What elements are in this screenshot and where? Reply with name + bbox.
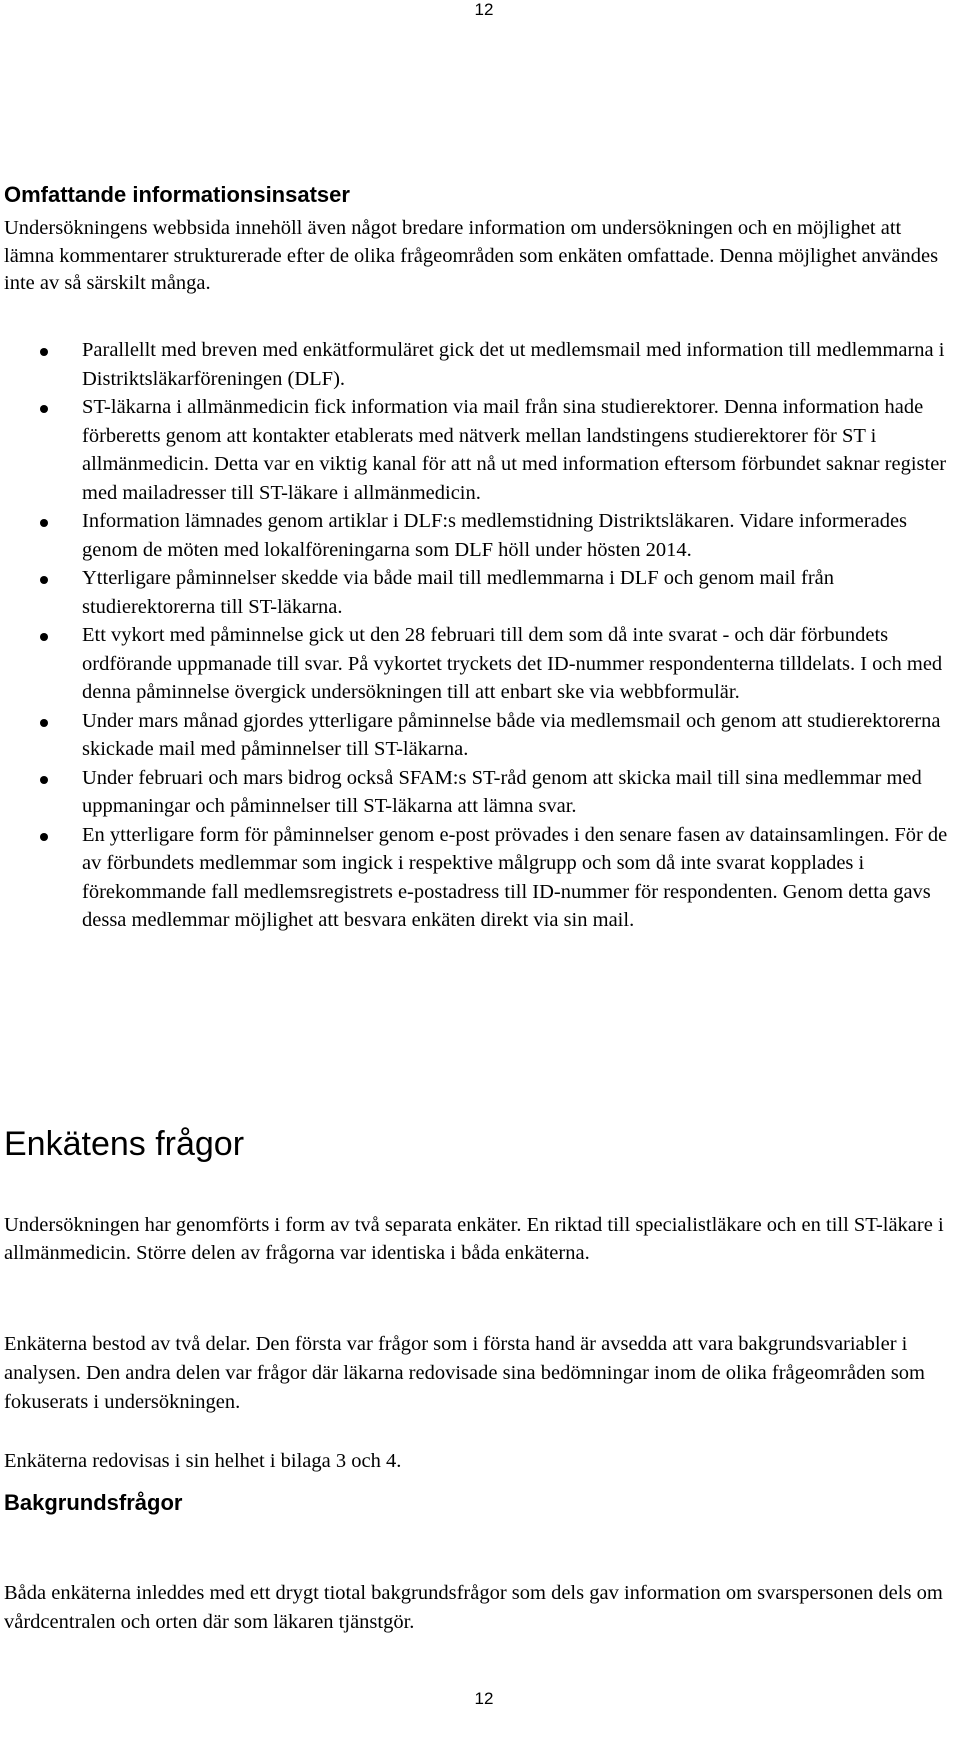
bullet-item <box>0 564 956 621</box>
bullet-text: Ytterligare påminnelser skedde via både mail till medlemmarna i DLF och genom mail från studierektorerna till ST-läkarna. <box>82 567 834 618</box>
bullet-icon <box>40 576 48 584</box>
bullet-item <box>0 336 956 393</box>
bullet-icon <box>40 519 48 527</box>
body-paragraph: Undersökningen har genomförts i form av två separata enkäter. En riktad till specialistläkare och en till ST-läkare i allmänmedicin. Större delen av frågorna var identiska i båda enkäterna. <box>4 1214 944 1264</box>
intro-paragraph: Undersökningens webbsida innehöll även något bredare information om undersökningen och en möjlighet att lämna kommentarer strukturerade efter de olika frågeområden som enkäten omfattade. Denna möjlighet användes inte av så särskilt många. <box>4 217 939 294</box>
bullet-icon <box>40 348 48 356</box>
body-paragraph: Båda enkäterna inleddes med ett drygt tiotal bakgrundsfrågor som dels gav information om svarspersonen dels om vårdcentralen och orten där som läkaren tjänstgör. <box>4 1582 943 1633</box>
bullet-text: En ytterligare form för påminnelser genom e-post prövades i den senare fasen av datainsamlingen. För de av förbundets medlemmar som ingick i respektive målgrupp och som då inte svarat kopplades i förekommande fall medlemsregistrets e-postadress till ID-nummer för respondenten. Genom detta gavs dessa medlemmar möjlighet att besvara enkäten direkt via sin mail. <box>82 823 948 931</box>
bullet-text: Ett vykort med påminnelse gick ut den 28 februari till dem som då inte svarat - och där förbundets ordförande uppmanade till svar. På vykortet tryckets det ID-nummer respondenterna tilldelats. I och med denna påminnelse övergick undersökningen till att enbart ske via webbformulär. <box>82 624 943 703</box>
bullet-list <box>0 336 956 935</box>
page-number-top: 12 <box>474 0 494 19</box>
bullet-icon <box>40 833 48 841</box>
bullet-item <box>0 393 956 507</box>
bullet-icon <box>40 719 48 727</box>
bullet-item <box>0 621 956 707</box>
bullet-item <box>0 821 956 935</box>
bullet-text: Information lämnades genom artiklar i DLF:s medlemstidning Distriktsläkaren. Vidare informerades genom de möten med lokalföreningarna som DLF höll under hösten 2014. <box>82 510 908 561</box>
bullet-text: Parallellt med breven med enkätformuläret gick det ut medlemsmail med information till medlemmarna i Distriktsläkarföreningen (DLF). <box>82 339 945 390</box>
section-heading-bakgrundsfragor: Bakgrundsfrågor <box>4 1490 183 1515</box>
section-heading-enkatens-fragor: Enkätens frågor <box>4 1125 245 1163</box>
body-paragraph: Enkäterna redovisas i sin helhet i bilaga 3 och 4. <box>4 1450 402 1472</box>
page-number-bottom: 12 <box>474 1689 494 1708</box>
bullet-text: Under februari och mars bidrog också SFAM:s ST-råd genom att skicka mail till sina medlemmar med uppmaningar och påminnelser till ST-läkarna att lämna svar. <box>82 766 922 817</box>
bullet-text: Under mars månad gjordes ytterligare påminnelse både via medlemsmail och genom att studierektorerna skickade mail med påminnelser till ST-läkarna. <box>82 709 941 760</box>
bullet-icon <box>40 776 48 784</box>
bullet-icon <box>40 405 48 413</box>
bullet-item <box>0 707 956 764</box>
body-paragraph: Enkäterna bestod av två delar. Den första var frågor som i första hand är avsedda att vara bakgrundsvariabler i analysen. Den andra delen var frågor där läkarna redovisade sina bedömningar inom de olika frågeområden som fokuserats i undersökningen. <box>4 1333 925 1413</box>
bullet-icon <box>40 633 48 641</box>
bullet-text: ST-läkarna i allmänmedicin fick information via mail från sina studierektorer. Denna information hade förberetts genom att kontakter etablerats med nätverk mellan landstingens studierektorer för ST i allmänmedicin. Detta var en viktig kanal för att nå ut med information eftersom förbundet saknar register med mailadresser till ST-läkare i allmänmedicin. <box>82 396 947 504</box>
bullet-item <box>0 764 956 821</box>
bullet-item <box>0 507 956 564</box>
section-heading-informationsinsatser: Omfattande informationsinsatser <box>4 182 350 207</box>
